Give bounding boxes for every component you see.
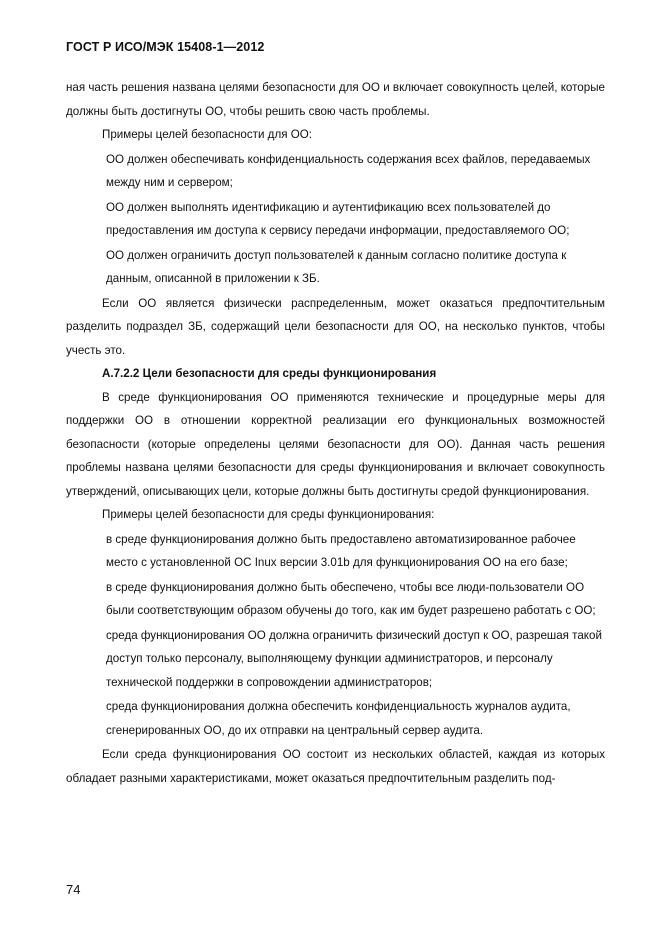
list-item: ОО должен выполнять идентификацию и аутентификацию всех пользователей до предоставления им доступа к сервису передачи информации, предоставляемого ОО;: [106, 200, 570, 237]
list-item: в среде функционирования должно быть обеспечено, чтобы все люди-пользователи ОО были соответствующим образом обучены до того, как им будет разрешено работать с ОО;: [106, 580, 596, 617]
list-item: среда функционирования должна обеспечить конфиденциальность журналов аудита, сгенерированных ОО, до их отправки на центральный сервер аудита.: [106, 700, 571, 737]
examples-oo-heading: Примеры целей безопасности для ОО:: [102, 128, 312, 141]
examples-env-heading: Примеры целей безопасности для среды функционирования:: [102, 508, 435, 521]
section-heading: А.7.2.2 Цели безопасности для среды функционирования: [102, 367, 437, 380]
document-header: ГОСТ Р ИСО/МЭК 15408-1—2012: [66, 40, 265, 54]
list-item: ОО должен обеспечивать конфиденциальность содержания всех файлов, передаваемых между ним и сервером;: [106, 152, 591, 189]
distributed-paragraph: Если ОО является физически распределенным, может оказаться предпочтительным разделить подраздел ЗБ, содержащий цели безопасности для ОО, на несколько пунктов, чтобы учесть это.: [66, 296, 605, 357]
intro-paragraph: ная часть решения названа целями безопасности для ОО и включает совокупность целей, которые должны быть достигнуты ОО, чтобы решить свою часть проблемы.: [66, 81, 605, 118]
page-number: 74: [66, 882, 81, 897]
list-item: в среде функционирования должно быть предоставлено автоматизированное рабочее место с установленной ОС Inux версии 3.01b для функционирования ОО на его базе;: [106, 532, 576, 569]
document-body: [66, 76, 605, 790]
list-item: ОО должен ограничить доступ пользователей к данным согласно политике доступа к данным, описанной в приложении к ЗБ.: [106, 248, 567, 285]
list-item: среда функционирования ОО должна ограничить физический доступ к ОО, разрешая такой доступ только персоналу, выполняющему функции администраторов, и персоналу технической поддержки в сопровождении администраторов;: [106, 628, 602, 689]
environment-paragraph: В среде функционирования ОО применяются технические и процедурные меры для поддержки ОО в отношении корректной реализации его функциональных возможностей безопасности (которые определены целями безопасности для ОО). Данная часть решения проблемы названа целями безопасности для среды функционирования и включает совокупность утверждений, описывающих цели, которые должны быть достигнуты средой функционирования.: [66, 390, 605, 498]
last-paragraph: Если среда функционирования ОО состоит из нескольких областей, каждая из которых обладает разными характеристиками, может оказаться предпочтительным разделить под-: [66, 748, 605, 785]
